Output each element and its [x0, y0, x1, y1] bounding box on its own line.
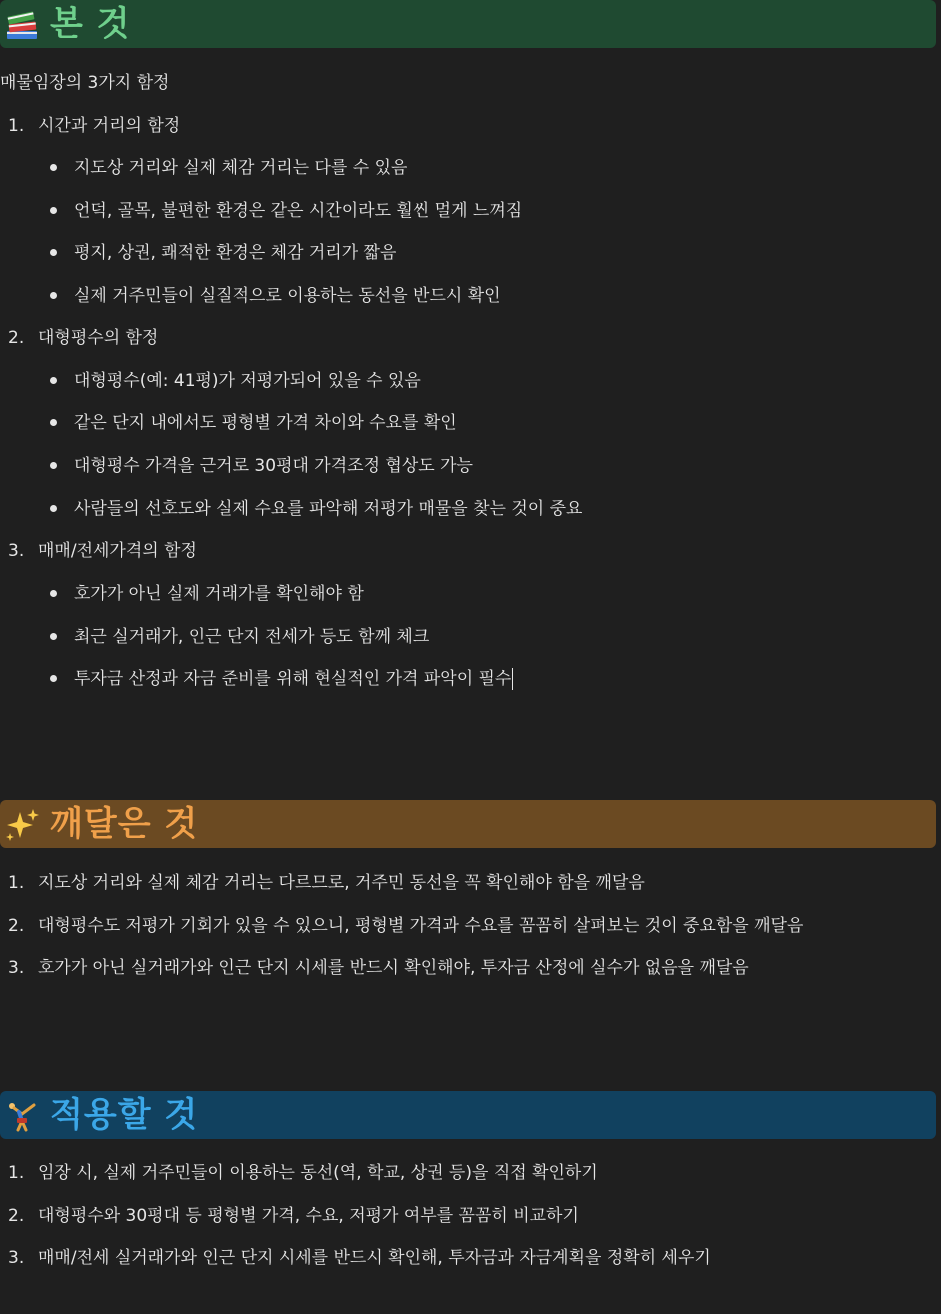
list-item: 매매/전세 실거래가와 인근 단지 시세를 반드시 확인해, 투자금과 자금계획을 정확히 세우기: [38, 1248, 711, 1268]
list-item: 대형평수의 함정: [38, 328, 159, 348]
person-cartwheeling-icon: [4, 1097, 40, 1133]
list-number: 1.: [8, 873, 25, 893]
bullet-icon: [50, 419, 57, 426]
list-item: 지도상 거리와 실제 체감 거리는 다르므로, 거주민 동선을 꼭 확인해야 함을 깨달음: [38, 873, 645, 893]
list-number: 3.: [8, 541, 25, 561]
text-caret: [512, 668, 513, 690]
list-item: 대형평수도 저평가 기회가 있을 수 있으니, 평형별 가격과 수요를 꼼꼼히 살펴보는 것이 중요함을 깨달음: [38, 916, 804, 936]
bullet-icon: [50, 505, 57, 512]
section-header-apply: [0, 1091, 936, 1139]
bullet-icon: [50, 207, 57, 214]
bullet-item: 지도상 거리와 실제 체감 거리는 다를 수 있음: [74, 158, 408, 178]
list-item: 매매/전세가격의 함정: [38, 541, 197, 561]
bullet-item: 언덕, 골목, 불편한 환경은 같은 시간이라도 훨씬 멀게 느껴짐: [74, 201, 523, 221]
list-number: 2.: [8, 328, 25, 348]
list-item: 대형평수와 30평대 등 평형별 가격, 수요, 저평가 여부를 꼼꼼히 비교하기: [38, 1206, 579, 1226]
bullet-icon: [50, 633, 57, 640]
bullet-icon: [50, 590, 57, 597]
bullet-icon: [50, 164, 57, 171]
bullet-icon: [50, 377, 57, 384]
section-header-seen: [0, 0, 936, 48]
list-item: 호가가 아닌 실거래가와 인근 단지 시세를 반드시 확인해야, 투자금 산정에 실수가 없음을 깨달음: [38, 958, 749, 978]
section-title: 본 것: [50, 4, 131, 44]
bullet-icon: [50, 675, 57, 682]
bullet-item: 호가가 아닌 실제 거래가를 확인해야 함: [74, 584, 364, 604]
list-number: 1.: [8, 116, 25, 136]
bullet-item: 같은 단지 내에서도 평형별 가격 차이와 수요를 확인: [74, 413, 457, 433]
bullet-icon: [50, 249, 57, 256]
bullet-item: 대형평수 가격을 근거로 30평대 가격조정 협상도 가능: [74, 456, 473, 476]
bullet-item: 평지, 상권, 쾌적한 환경은 체감 거리가 짧음: [74, 243, 397, 263]
books-icon: [4, 6, 40, 42]
section-header-learned: [0, 800, 936, 848]
list-number: 1.: [8, 1163, 25, 1183]
bullet-icon: [50, 462, 57, 469]
list-number: 3.: [8, 958, 25, 978]
list-item: 임장 시, 실제 거주민들이 이용하는 동선(역, 학교, 상권 등)을 직접 확인하기: [38, 1163, 598, 1183]
bullet-icon: [50, 292, 57, 299]
bullet-item: 사람들의 선호도와 실제 수요를 파악해 저평가 매물을 찾는 것이 중요: [74, 499, 583, 519]
bullet-item: 최근 실거래가, 인근 단지 전세가 등도 함께 체크: [74, 627, 430, 647]
list-number: 2.: [8, 916, 25, 936]
bullet-item-editing[interactable]: [74, 668, 513, 690]
list-number: 2.: [8, 1206, 25, 1226]
section-title: 적용할 것: [50, 1095, 199, 1135]
intro-text: 매물임장의 3가지 함정: [0, 73, 170, 93]
bullet-item: 실제 거주민들이 실질적으로 이용하는 동선을 반드시 확인: [74, 286, 501, 306]
bullet-item-text: 투자금 산정과 자금 준비를 위해 현실적인 가격 파악이 필수: [74, 669, 512, 689]
bullet-item: 대형평수(예: 41평)가 저평가되어 있을 수 있음: [74, 371, 421, 391]
list-number: 3.: [8, 1248, 25, 1268]
list-item: 시간과 거리의 함정: [38, 116, 181, 136]
sparkles-icon: [4, 806, 40, 842]
section-title: 깨달은 것: [50, 804, 199, 844]
